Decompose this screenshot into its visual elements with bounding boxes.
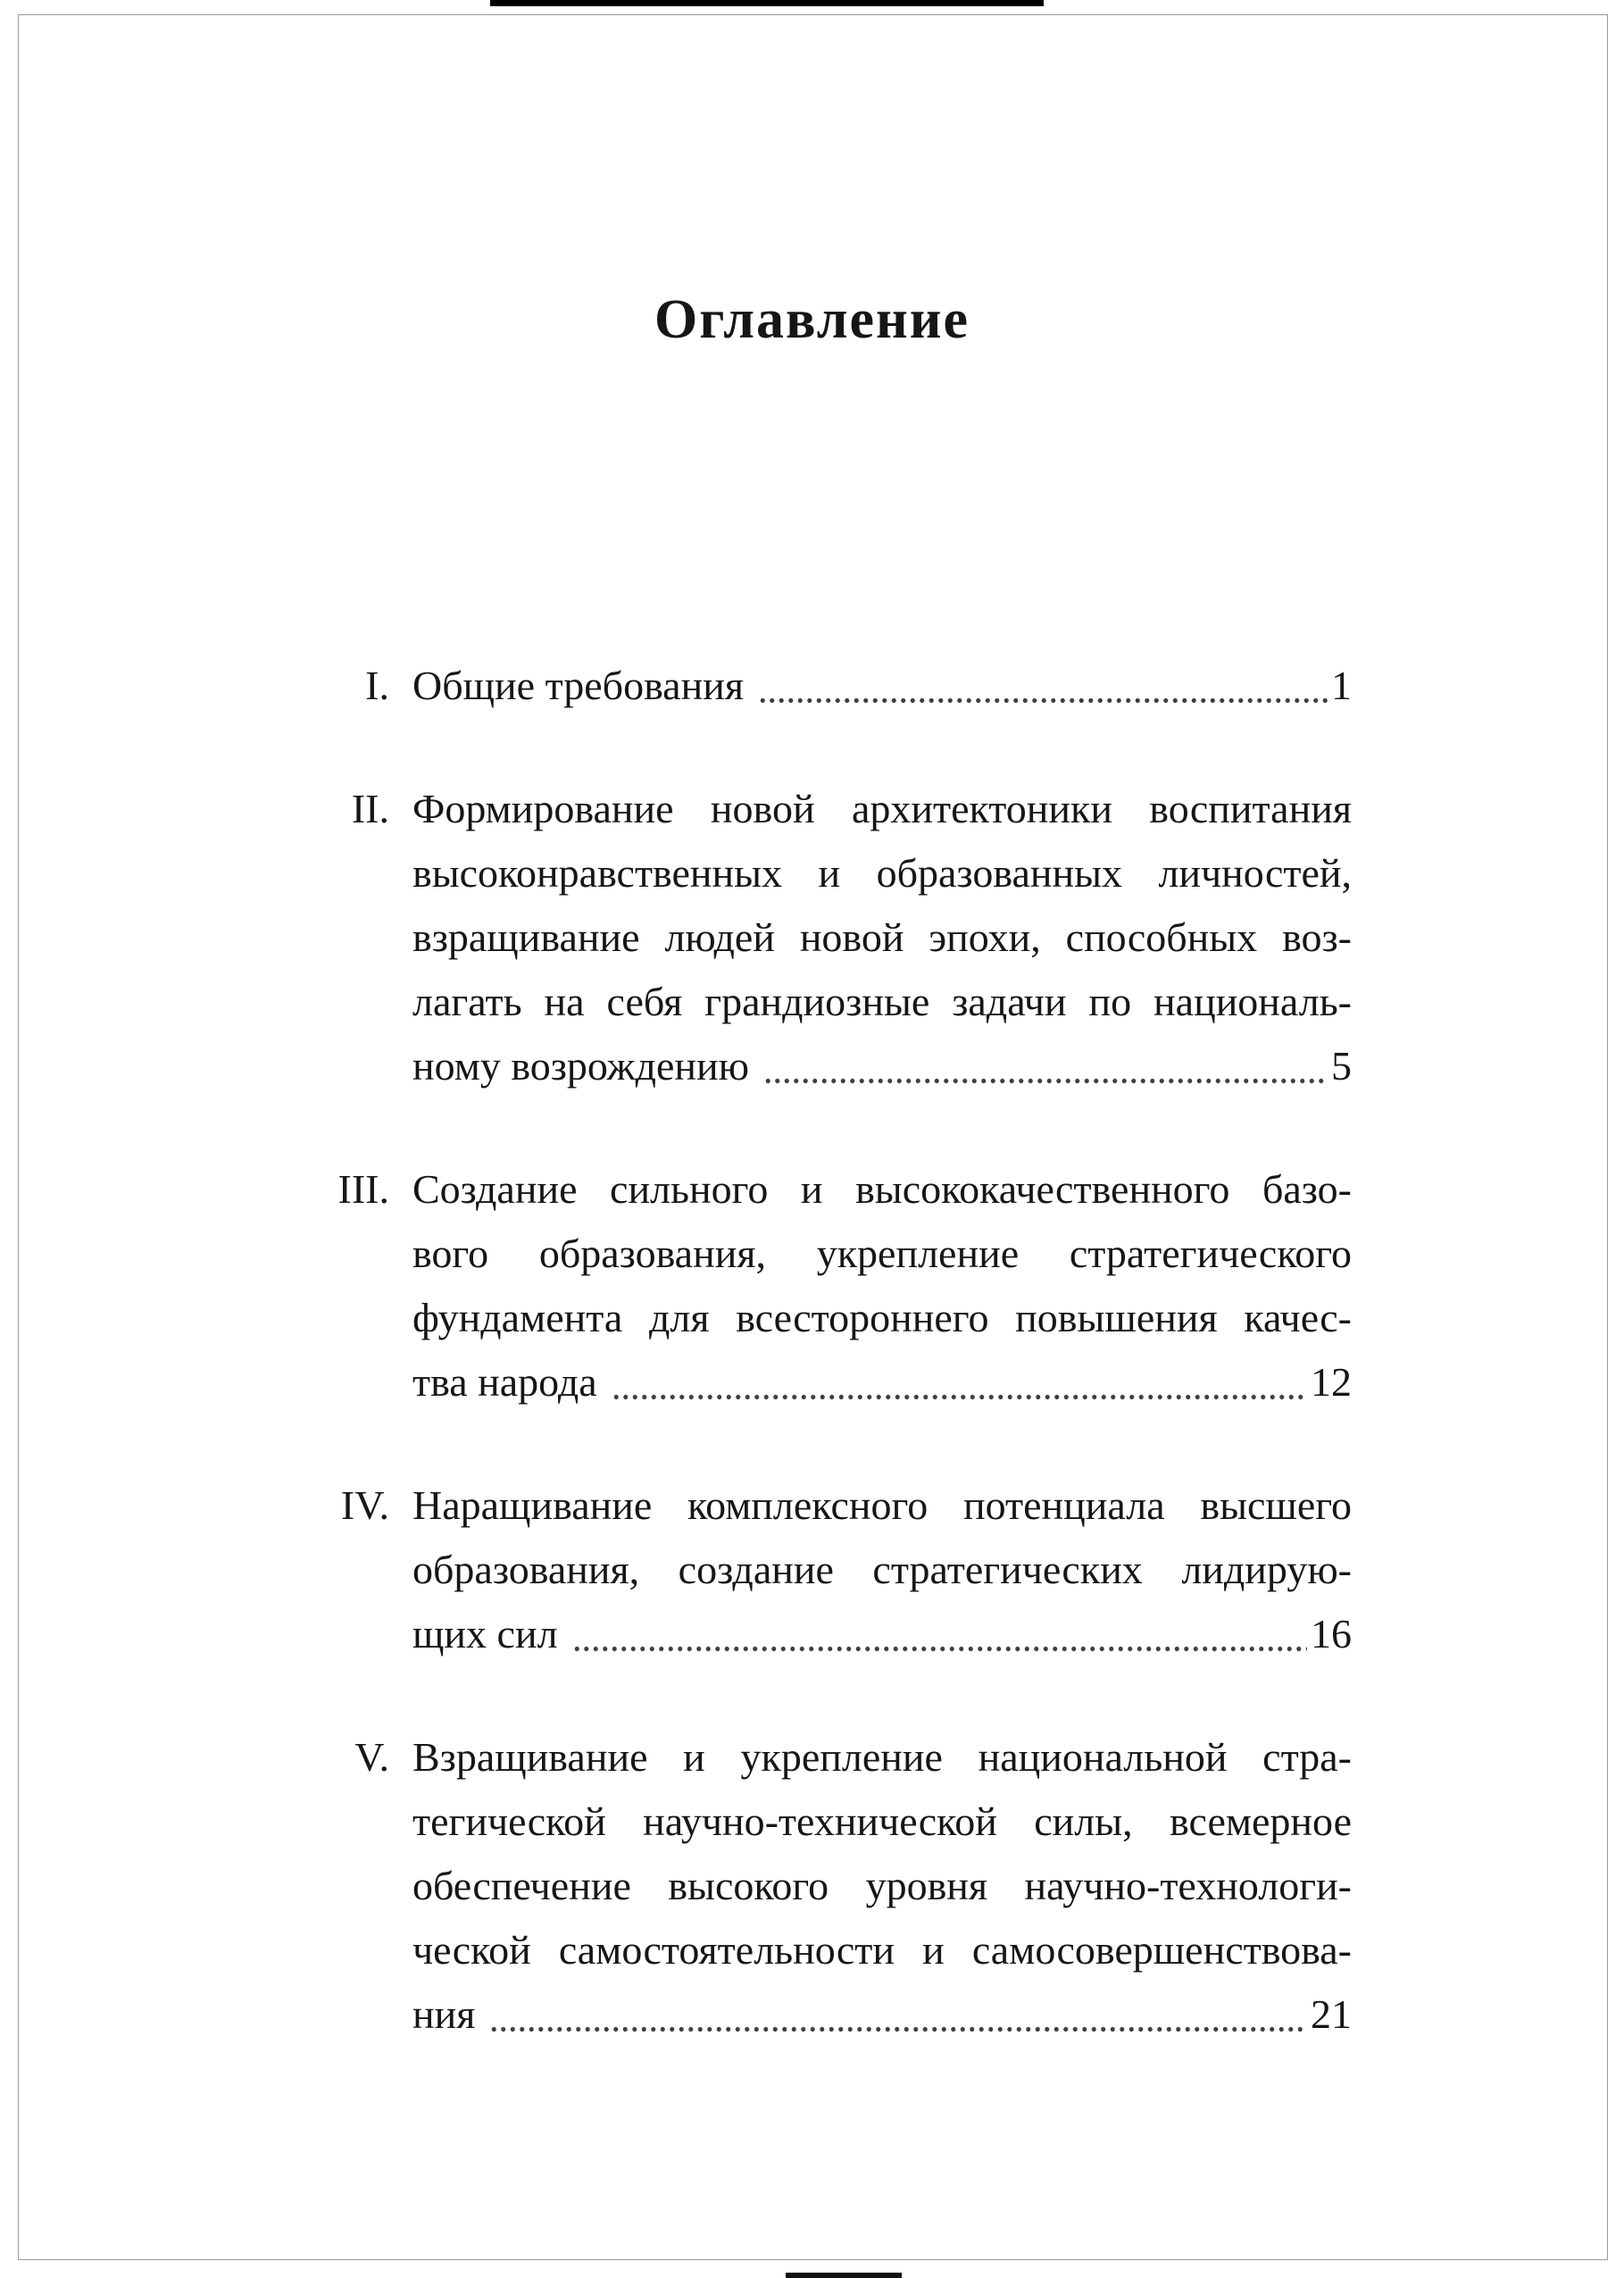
toc-entry: [320, 654, 1352, 718]
toc-line: высоконравственных и образованных личностей,: [412, 850, 1352, 896]
toc-page-number: 1: [1331, 663, 1352, 708]
toc-entry-lastline: [412, 1350, 1352, 1414]
toc-entry-text: ния: [412, 1991, 476, 2037]
toc-line: образования, создание стратегических лидирую-: [412, 1547, 1352, 1592]
toc-entry: [320, 1157, 1352, 1414]
toc-line: фундамента для всестороннего повышения качес-: [412, 1295, 1352, 1340]
toc-line: Наращивание комплексного потенциала высшего: [412, 1482, 1352, 1528]
toc-entry-numeral: II.: [351, 786, 389, 831]
toc-entry-body: [412, 1725, 1352, 2047]
toc-entry-lastline: [412, 1982, 1352, 2047]
toc-entry-body: [412, 1157, 1352, 1414]
toc-entry-text: щих сил: [412, 1611, 558, 1656]
toc-line: ческой самостоятельности и самосовершенствова-: [412, 1927, 1352, 1973]
dot-leader: [487, 1982, 1307, 2047]
toc-page-number: 16: [1311, 1611, 1352, 1656]
dot-leader: [756, 654, 1328, 718]
toc-entry-lastline: [412, 1034, 1352, 1098]
toc-entry-lastline: [412, 1602, 1352, 1666]
toc-entry: [320, 777, 1352, 1098]
dot-leader: [570, 1602, 1307, 1666]
toc-entry-numeral: V.: [354, 1734, 389, 1780]
toc-entry-text: тва народа: [412, 1359, 597, 1405]
toc-page-number: 21: [1311, 1991, 1352, 2037]
toc-page-number: 5: [1331, 1043, 1352, 1089]
toc-entry: [320, 1725, 1352, 2047]
toc-line: обеспечение высокого уровня научно-технологи-: [412, 1863, 1352, 1908]
toc-line: вого образования, укрепление стратегического: [412, 1231, 1352, 1276]
toc-page-number: 12: [1311, 1359, 1352, 1405]
toc-entry-lastline: [412, 654, 1352, 718]
toc-line: Взращивание и укрепление национальной стра-: [412, 1734, 1352, 1780]
toc-entry-numeral: III.: [337, 1166, 389, 1212]
toc-entry-numeral: I.: [365, 663, 389, 708]
dot-leader: [610, 1350, 1307, 1414]
scan-edge-top-mark: [490, 0, 1044, 6]
toc-entry-text: ному возрождению: [412, 1043, 749, 1089]
toc-entries: [320, 654, 1352, 2047]
toc-line: лагать на себя грандиозные задачи по националь-: [412, 979, 1352, 1024]
toc-entry: [320, 1473, 1352, 1666]
toc-entry-numeral: IV.: [340, 1482, 389, 1528]
toc-line: Формирование новой архитектоники воспитания: [412, 786, 1352, 831]
toc-entry-body: [412, 777, 1352, 1098]
dot-leader: [762, 1034, 1328, 1098]
toc-entry-body: [412, 1473, 1352, 1666]
scan-edge-bottom-mark: [786, 2273, 902, 2278]
toc-entry-text: Общие требования: [412, 663, 744, 708]
toc-line: тегической научно-технической силы, всемерное: [412, 1798, 1352, 1844]
toc-entry-body: [412, 654, 1352, 718]
toc-line: взращивание людей новой эпохи, способных воз-: [412, 914, 1352, 960]
page-title: Оглавление: [654, 289, 970, 350]
toc-line: Создание сильного и высококачественного базо-: [412, 1166, 1352, 1212]
